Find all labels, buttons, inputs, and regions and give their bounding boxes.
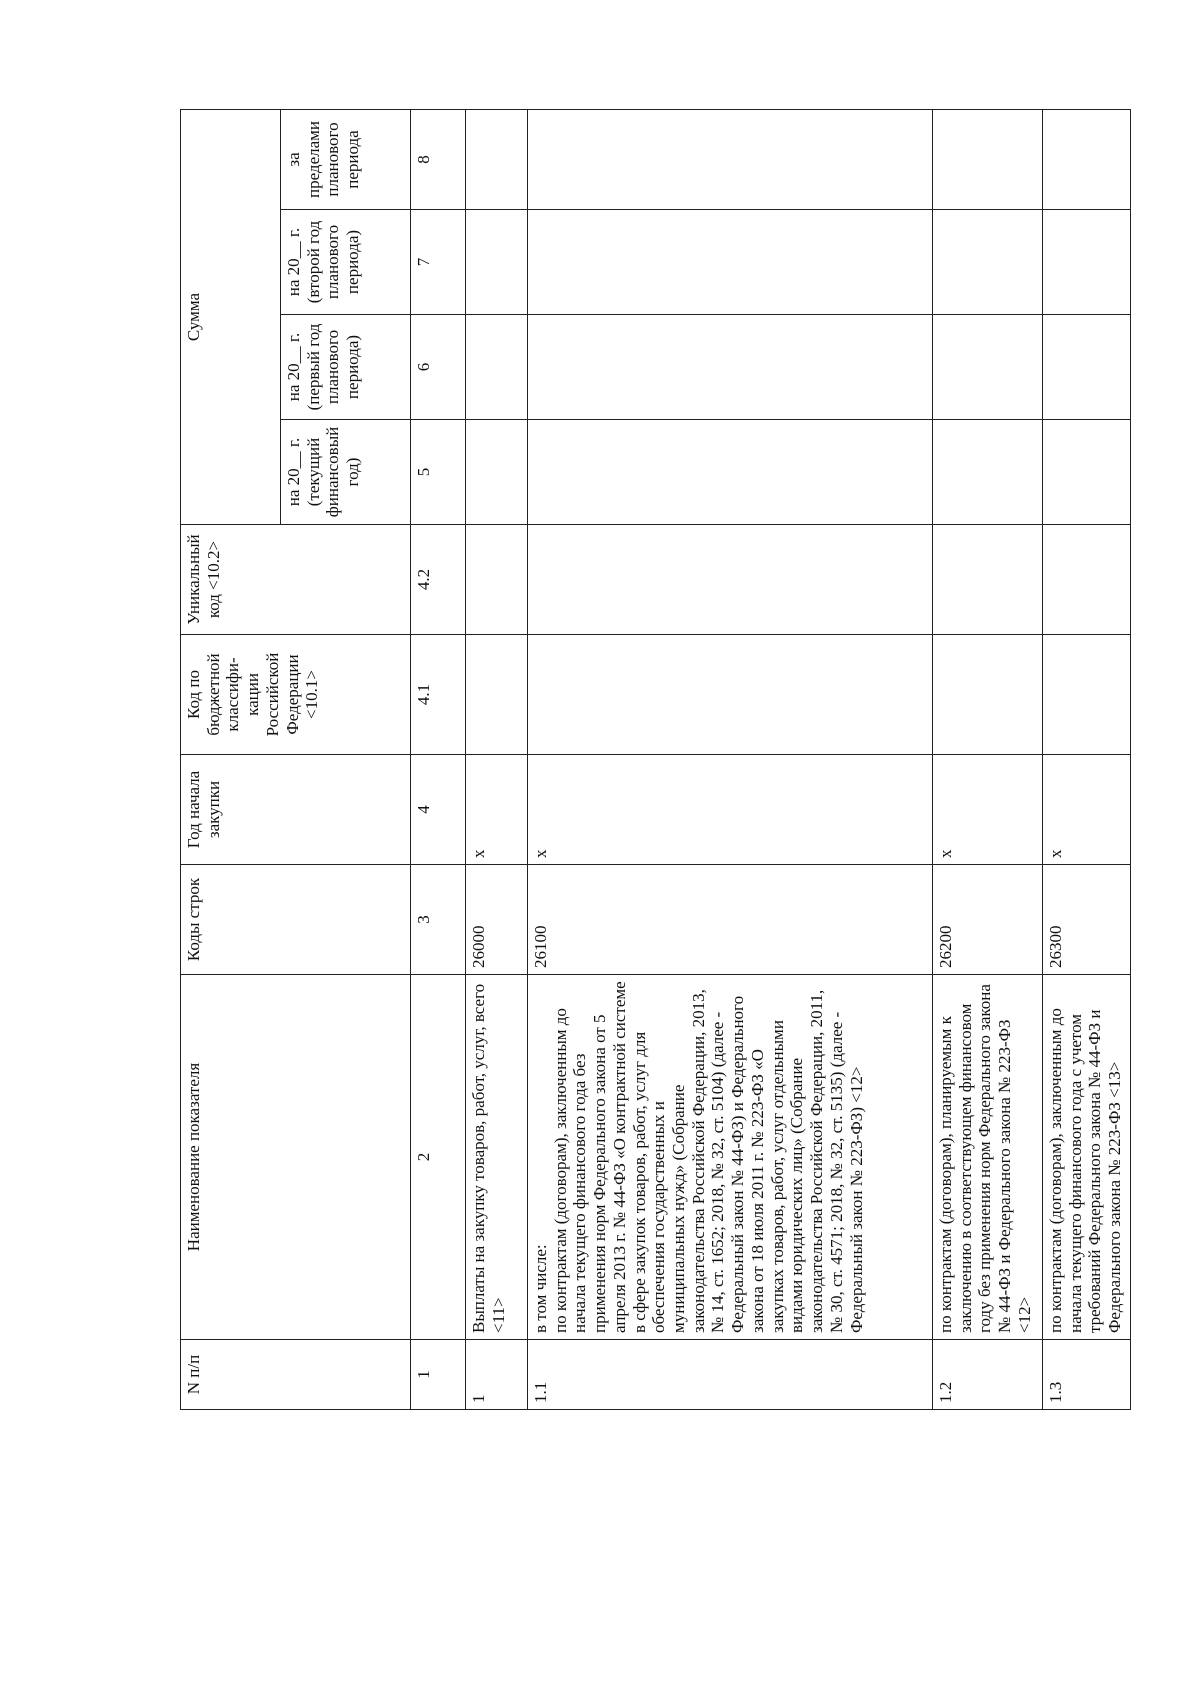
cell-empty bbox=[528, 315, 933, 420]
col-num: 6 bbox=[411, 315, 466, 420]
cell-empty bbox=[528, 525, 933, 635]
cell-empty bbox=[466, 210, 528, 315]
cell-empty bbox=[933, 109, 1043, 209]
col-num: 1 bbox=[411, 1340, 466, 1410]
col-num: 4 bbox=[411, 755, 466, 865]
col-num: 3 bbox=[411, 865, 466, 975]
table-row bbox=[1043, 109, 1131, 1409]
header-sum-current: на 20__ г. (текущий финансовый год) bbox=[281, 420, 411, 525]
cell-empty bbox=[528, 210, 933, 315]
row-number: 1.2 bbox=[933, 1340, 1043, 1410]
header-n: N п/п bbox=[181, 1340, 411, 1410]
table-row bbox=[466, 109, 528, 1409]
col-num: 4.1 bbox=[411, 635, 466, 755]
cell-empty bbox=[528, 635, 933, 755]
row-name: Выплаты на закупку товаров, работ, услуг, всего <11> bbox=[466, 975, 528, 1340]
header-row-1 bbox=[181, 109, 281, 1409]
cell-empty bbox=[1043, 420, 1131, 525]
row-code: 26300 bbox=[1043, 865, 1131, 975]
header-sum-second: на 20__ г. (второй год планового периода) bbox=[281, 210, 411, 315]
row-number: 1.3 bbox=[1043, 1340, 1131, 1410]
header-kbk: Код по бюджетной классифи-кации Российской Федерации <10.1> bbox=[181, 635, 411, 755]
cell-empty bbox=[933, 210, 1043, 315]
procurement-payments-table bbox=[180, 109, 1131, 1410]
cell-empty bbox=[1043, 315, 1131, 420]
header-sum-first: на 20__ г. (первый год планового периода) bbox=[281, 315, 411, 420]
cell-empty bbox=[1043, 109, 1131, 209]
col-num: 2 bbox=[411, 975, 466, 1340]
row-code: 26200 bbox=[933, 865, 1043, 975]
row-year: x bbox=[528, 755, 933, 865]
cell-empty bbox=[933, 635, 1043, 755]
row-year: x bbox=[1043, 755, 1131, 865]
header-code: Коды строк bbox=[181, 865, 411, 975]
cell-empty bbox=[1043, 635, 1131, 755]
cell-empty bbox=[466, 315, 528, 420]
header-name: Наименование показателя bbox=[181, 975, 411, 1340]
cell-empty bbox=[528, 109, 933, 209]
cell-empty bbox=[933, 315, 1043, 420]
row-number: 1 bbox=[466, 1340, 528, 1410]
row-code: 26000 bbox=[466, 865, 528, 975]
cell-empty bbox=[1043, 210, 1131, 315]
cell-empty bbox=[1043, 525, 1131, 635]
col-num: 7 bbox=[411, 210, 466, 315]
header-unique-code: Уникальный код <10.2> bbox=[181, 525, 411, 635]
col-num: 8 bbox=[411, 109, 466, 209]
row-year: x bbox=[466, 755, 528, 865]
header-sum-beyond: за пределами планового периода bbox=[281, 109, 411, 209]
row-year: x bbox=[933, 755, 1043, 865]
row-name: по контрактам (договорам), планируемым к заключению в соответствующем финансовом году без применения норм Федерального закона № 44-ФЗ и Федерального закона № 223-ФЗ <12> bbox=[933, 975, 1043, 1340]
cell-empty bbox=[466, 109, 528, 209]
row-name: в том числе: по контрактам (договорам), заключенным до начала текущего финансового года без применения норм Федерального закона от 5 апреля 2013 г. № 44-ФЗ «О контрактной системе в сфере закупок товаров, работ, услуг для обеспечения государственных и муниципальных нужд» (Собрание законодательства Российской Федерации, 2013, № 14, ст. 1652; 2018, № 32, ст. 5104) (далее - Федеральный закон № 44-ФЗ) и Федерального закона от 18 июля 2011 г. № 223-ФЗ «О закупках товаров, работ, услуг отдельными видами юридических лиц» (Собрание законодательства Российской Федерации, 2011, № 30, ст. 4571; 2018, № 32, ст. 5135) (далее - Федеральный закон № 223-ФЗ) <12> bbox=[528, 975, 933, 1340]
col-num: 5 bbox=[411, 420, 466, 525]
row-name: по контрактам (договорам), заключенным до начала текущего финансового года с учетом требований Федерального закона № 44-ФЗ и Федерального закона № 223-ФЗ <13> bbox=[1043, 975, 1131, 1340]
col-num: 4.2 bbox=[411, 525, 466, 635]
cell-empty bbox=[466, 635, 528, 755]
table-row bbox=[933, 109, 1043, 1409]
cell-empty bbox=[528, 420, 933, 525]
cell-empty bbox=[933, 420, 1043, 525]
row-code: 26100 bbox=[528, 865, 933, 975]
column-number-row bbox=[411, 109, 466, 1409]
row-number: 1.1 bbox=[528, 1340, 933, 1410]
header-sum: Сумма bbox=[181, 109, 281, 524]
table-row bbox=[528, 109, 933, 1409]
rotated-page bbox=[180, 110, 1125, 1410]
cell-empty bbox=[466, 525, 528, 635]
header-year: Год начала закупки bbox=[181, 755, 411, 865]
cell-empty bbox=[466, 420, 528, 525]
cell-empty bbox=[933, 525, 1043, 635]
